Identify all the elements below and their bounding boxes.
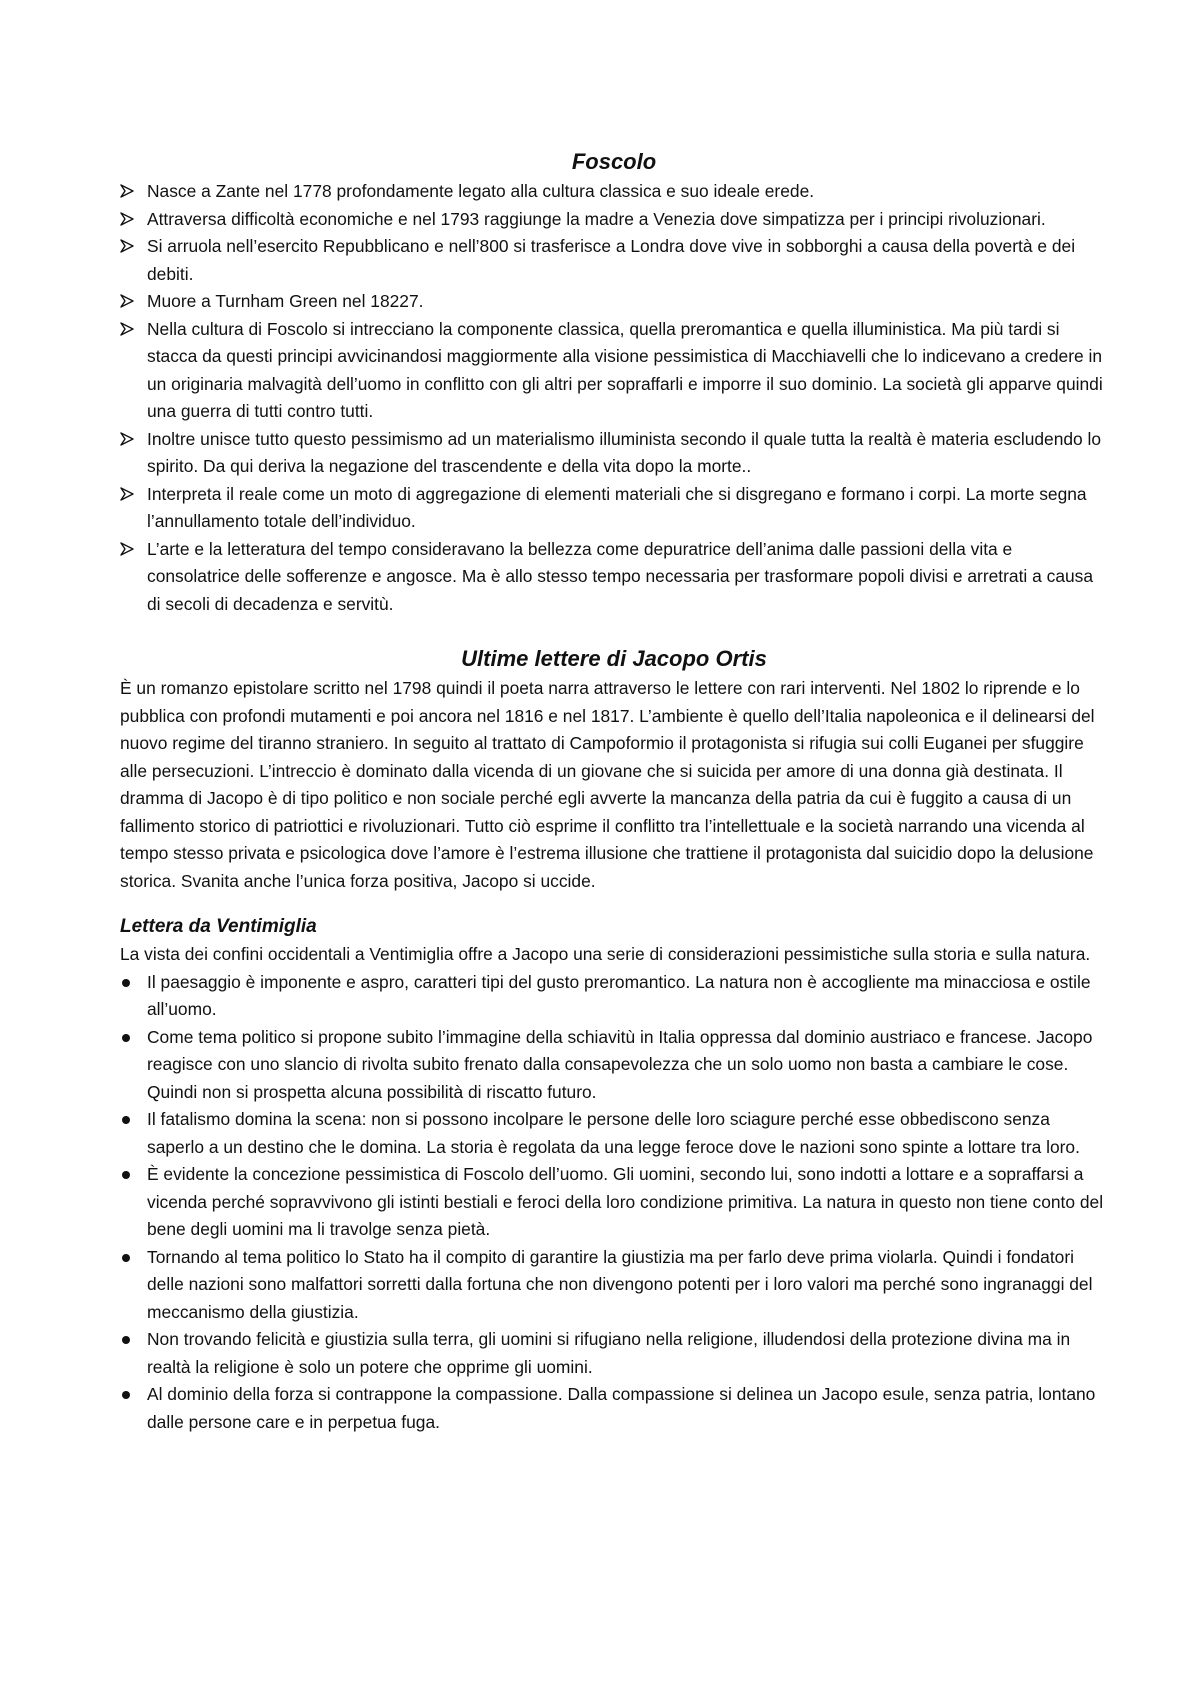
arrowhead-bullet-icon: [120, 184, 134, 198]
list-item-text: Tornando al tema politico lo Stato ha il compito di garantire la giustizia ma per farlo deve prima violarla. Quindi i fondatori delle nazioni sono malfattori sorretti dalla fortuna che non divengono potenti per i loro valori ma perché sono ingranaggi del meccanismo della giustizia.: [147, 1246, 1093, 1322]
arrowhead-bullet-icon: [120, 487, 134, 501]
section-title-foscolo: Foscolo: [571, 149, 657, 174]
arrowhead-bullet-icon: [120, 542, 134, 556]
list-item: [120, 1381, 1108, 1436]
foscolo-bullet-list: [120, 178, 1108, 618]
subheading-ventimiglia: Lettera da Ventimiglia: [120, 916, 317, 937]
list-item: [120, 316, 1108, 426]
list-item-text: Si arruola nell’esercito Repubblicano e nell’800 si trasferisce a Londra dove vive in sobborghi a causa della povertà e dei debiti.: [147, 236, 1076, 284]
list-item-text: Non trovando felicità e giustizia sulla terra, gli uomini si rifugiano nella religione, illudendosi della protezione divina ma in realtà la religione è solo un potere che opprime gli uomini.: [147, 1329, 1071, 1377]
bullet-dot-icon: [122, 1391, 130, 1399]
arrowhead-bullet-icon: [120, 294, 134, 308]
list-item-text: Il paesaggio è imponente e aspro, caratteri tipi del gusto preromantico. La natura non è accogliente ma minacciosa e ostile all’uomo.: [147, 971, 1091, 1019]
list-item: [120, 969, 1108, 1024]
ortis-paragraph: È un romanzo epistolare scritto nel 1798 quindi il poeta narra attraverso le lettere con rari interventi. Nel 1802 lo riprende e lo pubblica con profondi mutamenti e poi ancora nel 1816 e nel 1817. L’ambiente è quello dell’Italia napoleonica e il delinearsi del nuovo regime del tiranno straniero. In seguito al trattato di Campoformio il protagonista si rifugia sui colli Euganei per sfuggire alle persecuzioni. L’intreccio è dominato dalla vicenda di un giovane che si suicida per amore di una donna già destinata. Il dramma di Jacopo è di tipo politico e non sociale perché egli avverte la mancanza della patria da cui è fuggito a causa di un fallimento storico di patriottici e rivoluzionari. Tutto ciò esprime il conflitto tra l’intellettuale e la società narrando una vicenda al tempo stesso privata e psicologica dove l’amore è l’estrema illusione che trattiene il protagonista dal suicidio dopo la delusione storica. Svanita anche l’unica forza positiva, Jacopo si uccide.: [120, 678, 1095, 891]
list-item: [120, 206, 1108, 234]
list-item: [120, 1326, 1108, 1381]
ventimiglia-bullet-list: [120, 969, 1108, 1437]
list-item: [120, 288, 1108, 316]
list-item: [120, 426, 1108, 481]
list-item-text: Attraversa difficoltà economiche e nel 1793 raggiunge la madre a Venezia dove simpatizza per i principi rivoluzionari.: [147, 208, 1046, 229]
list-item: [120, 1161, 1108, 1244]
list-item: [120, 1244, 1108, 1327]
list-item-text: Nella cultura di Foscolo si intrecciano la componente classica, quella preromantica e quella illuministica. Ma più tardi si stacca da questi principi avvicinandosi maggiormente alla visione pessimistica di Macchiavelli che lo indicevano a credere in un originaria malvagità dell’uomo in conflitto con gli altri per sopraffarli e imporre il suo dominio. La società gli apparve quindi una guerra di tutti contro tutti.: [147, 318, 1103, 421]
arrowhead-bullet-icon: [120, 212, 134, 226]
list-item-text: È evidente la concezione pessimistica di Foscolo dell’uomo. Gli uomini, secondo lui, sono indotti a lottare e a sopraffarsi a vicenda perché sopravvivono gli istinti bestiali e feroci della loro condizione primitiva. La natura in questo non tiene conto del bene degli uomini ma li travolge senza pietà.: [147, 1164, 1104, 1239]
list-item: [120, 178, 1108, 206]
bullet-dot-icon: [122, 1336, 130, 1344]
ventimiglia-intro: La vista dei confini occidentali a Ventimiglia offre a Jacopo una serie di considerazioni pessimistiche sulla storia e sulla natura.: [120, 944, 1091, 964]
list-item: [120, 233, 1108, 288]
bullet-dot-icon: [122, 1171, 130, 1179]
list-item-text: Nasce a Zante nel 1778 profondamente legato alla cultura classica e suo ideale erede.: [147, 181, 815, 201]
bullet-dot-icon: [122, 1254, 130, 1262]
list-item-text: L’arte e la letteratura del tempo consideravano la bellezza come depuratrice dell’anima dalle passioni della vita e consolatrice delle sofferenze e angosce. Ma è allo stesso tempo necessaria per trasformare popoli divisi e arretrati a causa di secoli di decadenza e servitù.: [147, 538, 1094, 614]
list-item-text: Il fatalismo domina la scena: non si possono incolpare le persone delle loro sciagure perché esse obbediscono senza saperlo a un destino che le domina. La storia è regolata da una legge feroce dove le nazioni sono spinte a lottare tra loro.: [147, 1109, 1080, 1157]
arrowhead-bullet-icon: [120, 322, 134, 336]
arrowhead-bullet-icon: [120, 239, 134, 253]
list-item: [120, 481, 1108, 536]
bullet-dot-icon: [122, 1116, 130, 1124]
list-item-text: Inoltre unisce tutto questo pessimismo ad un materialismo illuminista secondo il quale tutta la realtà è materia escludendo lo spirito. Da qui deriva la negazione del trascendente e della vita dopo la morte..: [147, 428, 1102, 476]
list-item-text: Al dominio della forza si contrappone la compassione. Dalla compassione si delinea un Jacopo esule, senza patria, lontano dalle persone care e in perpetua fuga.: [147, 1384, 1096, 1432]
list-item: [120, 1024, 1108, 1107]
bullet-dot-icon: [122, 979, 130, 987]
arrowhead-bullet-icon: [120, 432, 134, 446]
list-item: [120, 536, 1108, 619]
list-item-text: Muore a Turnham Green nel 18227.: [147, 291, 424, 311]
list-item-text: Interpreta il reale come un moto di aggregazione di elementi materiali che si disgregano e formano i corpi. La morte segna l’annullamento totale dell’individuo.: [147, 483, 1087, 531]
bullet-dot-icon: [122, 1034, 130, 1042]
list-item: [120, 1106, 1108, 1161]
list-item-text: Come tema politico si propone subito l’immagine della schiavitù in Italia oppressa dal dominio austriaco e francese. Jacopo reagisce con uno slancio di rivolta subito frenato dalla consapevolezza che un solo uomo non basta a cambiare le cose. Quindi non si prospetta alcuna possibilità di riscatto futuro.: [147, 1026, 1093, 1102]
section-title-ortis: Ultime lettere di Jacopo Ortis: [461, 646, 767, 671]
